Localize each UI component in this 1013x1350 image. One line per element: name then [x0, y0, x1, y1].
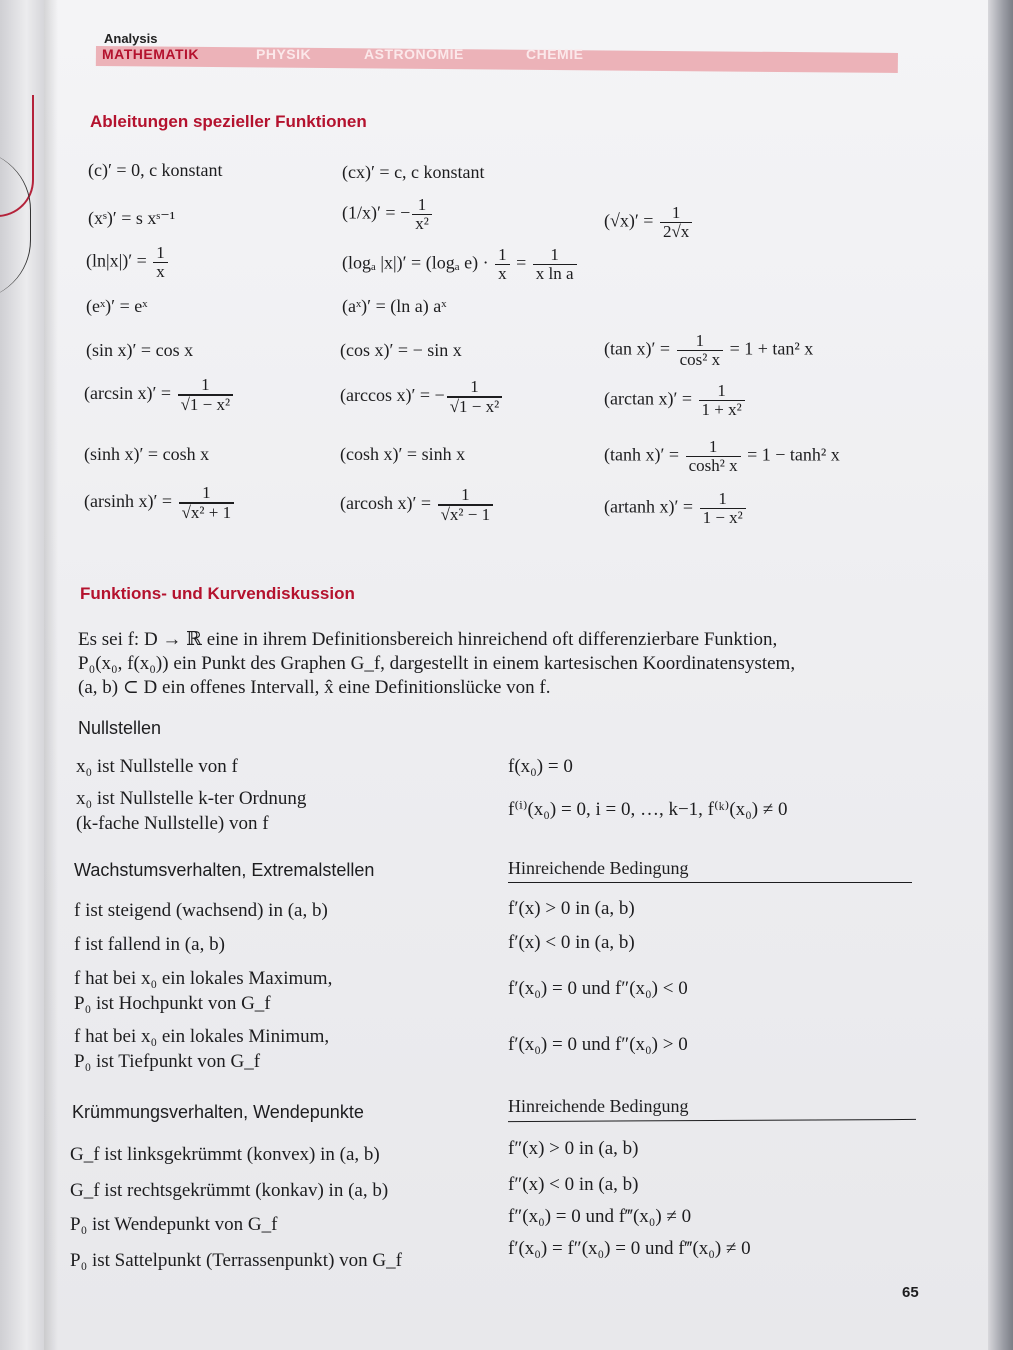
tab-astronomie: ASTRONOMIE — [364, 46, 464, 62]
discussion-heading: Funktions- und Kurvendiskussion — [80, 584, 355, 603]
formula-sqrt: (√x)′ = $\frac{1}{2√x}$ — [604, 204, 694, 241]
formula-reciprocal: (1/x)′ = − $\frac{1}{\text{x²}}$ — [342, 196, 434, 233]
formula-tan: (tan x)′ = $\frac{1}{\text{cos² x}}$ = 1 + tan² x — [604, 331, 814, 369]
formula-exp: (eˣ)′ = eˣ — [86, 296, 148, 316]
page-edge — [988, 0, 1013, 1350]
formula-arctan: (arctan x)′ = $\frac{1}{\text{1 + x²}}$ — [604, 382, 747, 419]
page-number: 65 — [902, 1284, 919, 1301]
kruemmung-row-4-text: P₀ ist Sattelpunkt (Terrassenpunkt) von G_f — [70, 1250, 402, 1271]
adjacent-page — [0, 0, 44, 1350]
kruemmung-row-4-condition: f′(x₀) = f″(x₀) = 0 und f‴(x₀) ≠ 0 — [508, 1238, 751, 1259]
kruemmung-row-1-condition: f″(x) > 0 in (a, b) — [508, 1138, 639, 1159]
formula-tanh: (tanh x)′ = $\frac{1}{\text{cosh² x}}$ = 1 − tanh² x — [604, 437, 840, 475]
formula-ln: (ln|x|)′ = $\frac{1}{x}$ — [86, 244, 170, 281]
nullstelle-row-1-condition: f(x₀) = 0 — [508, 756, 573, 777]
intro-line-1: Es sei f: D → ℝ eine in ihrem Definitionsbereich hinreichend oft differenzierbare Funktion, — [78, 629, 778, 650]
formula-sin: (sin x)′ = cos x — [86, 340, 194, 360]
formula-cosh: (cosh x)′ = sinh x — [340, 444, 466, 464]
formula-log: (logₐ |x|)′ = (logₐ e) · $\frac{1}{x}$ = $\frac{1}{\text{x ln a}}$ — [342, 246, 579, 283]
formula-arcsin: (arcsin x)′ = $\frac{1}{\text{√1 − x²}}$ — [84, 376, 235, 414]
kruemmung-row-1-text: G_f ist linksgekrümmt (konvex) in (a, b) — [70, 1144, 380, 1165]
section-title: Analysis — [104, 31, 158, 46]
wachstum-row-2-condition: f′(x) < 0 in (a, b) — [508, 932, 635, 953]
kruemmung-heading: Krümmungsverhalten, Wendepunkte — [72, 1102, 364, 1122]
formula-linear: (cx)′ = c, c konstant — [342, 162, 485, 182]
nullstelle-row-2-text-2: (k-fache Nullstelle) von f — [76, 813, 269, 834]
nullstelle-row-2-text-1: x₀ ist Nullstelle k-ter Ordnung — [76, 788, 307, 809]
spine-shadow — [44, 0, 58, 1350]
formula-sinh: (sinh x)′ = cosh x — [84, 444, 210, 464]
kruemmung-condition-heading: Hinreichende Bedingung — [508, 1096, 689, 1116]
wachstum-rule — [508, 882, 912, 883]
wachstum-row-2-text: f ist fallend in (a, b) — [74, 934, 225, 955]
kruemmung-row-2-text: G_f ist rechtsgekrümmt (konkav) in (a, b) — [70, 1180, 389, 1201]
formula-artanh: (artanh x)′ = $\frac{1}{\text{1 − x²}}$ — [604, 490, 748, 527]
wachstum-row-1-condition: f′(x) > 0 in (a, b) — [508, 898, 635, 919]
formula-arccos: (arccos x)′ = − $\frac{1}{\text{√1 − x²}}$ — [340, 378, 504, 416]
nullstelle-row-1-text: x₀ ist Nullstelle von f — [76, 756, 238, 777]
nullstellen-heading: Nullstellen — [78, 718, 162, 738]
formula-cos: (cos x)′ = − sin x — [340, 340, 462, 360]
formula-power: (xˢ)′ = s xˢ⁻¹ — [88, 208, 176, 228]
nullstelle-row-2-condition: f⁽ⁱ⁾(x₀) = 0, i = 0, …, k−1, f⁽ᵏ⁾(x₀) ≠ 0 — [508, 799, 788, 820]
formula-arcosh: (arcosh x)′ = $\frac{1}{\text{√x² − 1}}$ — [340, 486, 495, 524]
intro-line-2: P₀(x₀, f(x₀)) ein Punkt des Graphen G_f, dargestellt in einem kartesischen Koordinatensystem, — [78, 653, 796, 674]
kruemmung-row-2-condition: f″(x) < 0 in (a, b) — [508, 1174, 639, 1195]
wachstum-row-4-text-1: f hat bei x₀ ein lokales Minimum, — [74, 1026, 330, 1047]
formula-exp-a: (aˣ)′ = (ln a) aˣ — [342, 296, 447, 316]
intro-line-3: (a, b) ⊂ D ein offenes Intervall, x̂ eine Definitionslücke von f. — [78, 677, 551, 698]
formula-arsinh: (arsinh x)′ = $\frac{1}{\text{√x² + 1}}$ — [84, 484, 236, 522]
wachstum-row-3-condition: f′(x₀) = 0 und f″(x₀) < 0 — [508, 978, 688, 999]
wachstum-heading: Wachstumsverhalten, Extremalstellen — [74, 860, 375, 880]
wachstum-row-1-text: f ist steigend (wachsend) in (a, b) — [74, 900, 328, 921]
kruemmung-row-3-text: P₀ ist Wendepunkt von G_f — [70, 1214, 278, 1235]
wachstum-row-3-text-2: P₀ ist Hochpunkt von G_f — [74, 993, 271, 1014]
wachstum-row-4-text-2: P₀ ist Tiefpunkt von G_f — [74, 1051, 261, 1072]
kruemmung-row-3-condition: f″(x₀) = 0 und f‴(x₀) ≠ 0 — [508, 1206, 692, 1227]
wachstum-row-3-text-1: f hat bei x₀ ein lokales Maximum, — [74, 968, 333, 989]
tab-physik: PHYSIK — [256, 46, 312, 62]
tab-mathematik: MATHEMATIK — [102, 46, 200, 62]
wachstum-condition-heading: Hinreichende Bedingung — [508, 858, 689, 878]
tab-chemie: CHEMIE — [526, 46, 584, 62]
wachstum-row-4-condition: f′(x₀) = 0 und f″(x₀) > 0 — [508, 1034, 688, 1055]
derivatives-heading: Ableitungen spezieller Funktionen — [90, 112, 367, 131]
formula-constant: (c)′ = 0, c konstant — [88, 160, 223, 180]
